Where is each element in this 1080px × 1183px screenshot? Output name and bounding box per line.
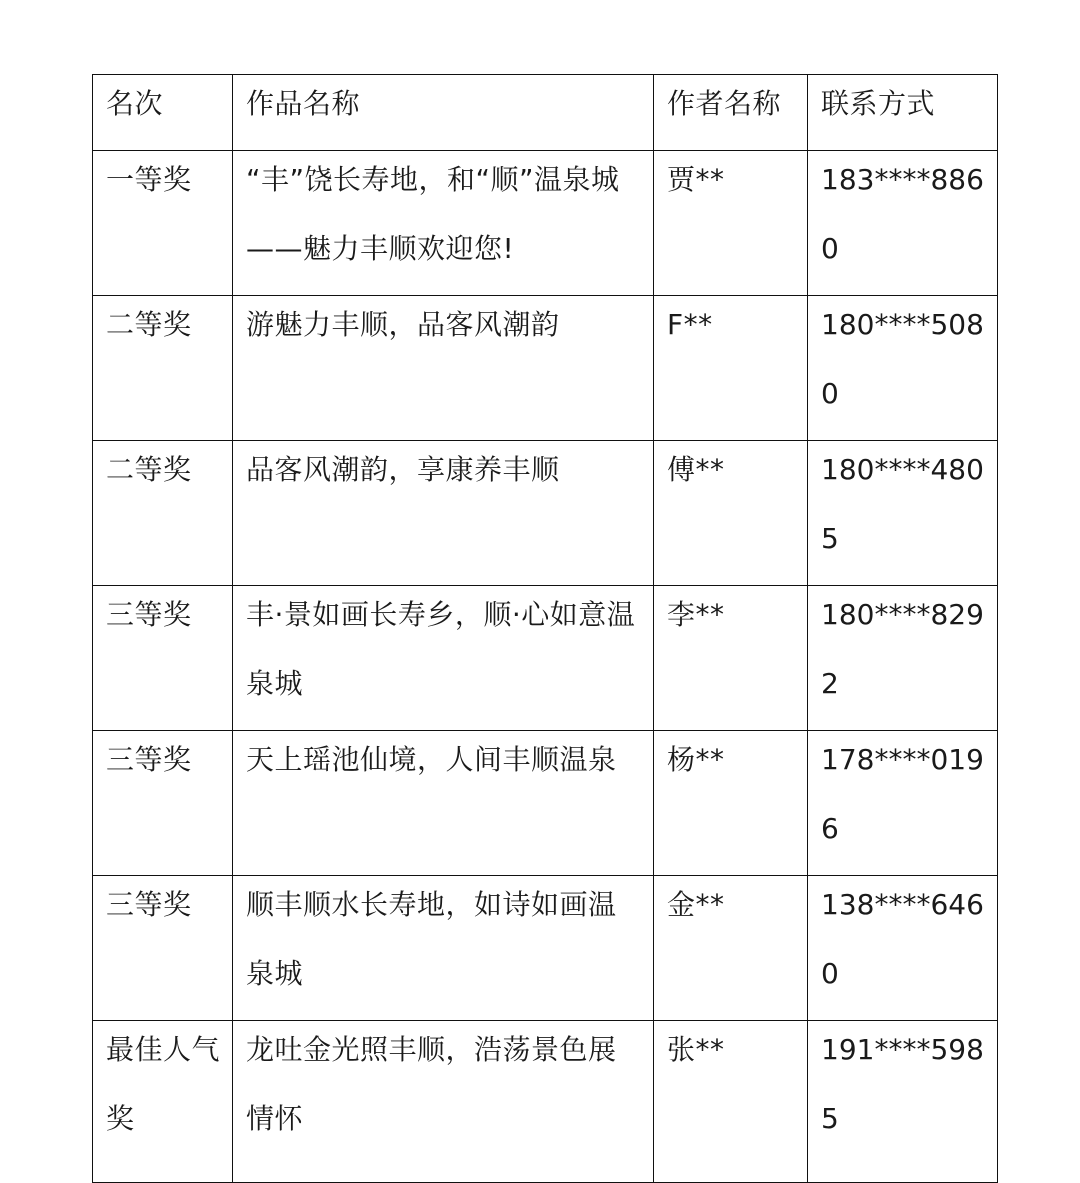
table-row [93,296,998,441]
phone-cell: 180****8292 [808,586,998,731]
table-row [93,1021,998,1183]
phone-cell: 178****0196 [808,731,998,876]
phone-cell: 180****5080 [808,296,998,441]
author-cell: 张** [654,1021,808,1183]
header-author: 作者名称 [654,75,808,151]
rank-cell: 三等奖 [93,876,233,1021]
table-row [93,586,998,731]
rank-cell: 三等奖 [93,586,233,731]
phone-cell: 138****6460 [808,876,998,1021]
title-cell: “丰”饶长寿地，和“顺”温泉城——魅力丰顺欢迎您! [233,151,654,296]
header-rank: 名次 [93,75,233,151]
author-cell: F** [654,296,808,441]
author-cell: 杨** [654,731,808,876]
title-cell: 游魅力丰顺，品客风潮韵 [233,296,654,441]
rank-cell: 一等奖 [93,151,233,296]
header-title: 作品名称 [233,75,654,151]
header-contact: 联系方式 [808,75,998,151]
rank-cell: 二等奖 [93,296,233,441]
table-row [93,731,998,876]
awards-table [92,74,998,1183]
author-cell: 贾** [654,151,808,296]
phone-cell: 180****4805 [808,441,998,586]
table-header-row [93,75,998,151]
table-row [93,151,998,296]
author-cell: 傅** [654,441,808,586]
title-cell: 丰·景如画长寿乡，顺·心如意温泉城 [233,586,654,731]
phone-cell: 191****5985 [808,1021,998,1183]
title-cell: 龙吐金光照丰顺，浩荡景色展情怀 [233,1021,654,1183]
title-cell: 天上瑶池仙境，人间丰顺温泉 [233,731,654,876]
table-row [93,876,998,1021]
author-cell: 金** [654,876,808,1021]
author-cell: 李** [654,586,808,731]
rank-cell: 三等奖 [93,731,233,876]
phone-cell: 183****8860 [808,151,998,296]
rank-cell: 二等奖 [93,441,233,586]
rank-cell: 最佳人气奖 [93,1021,233,1183]
table-row [93,441,998,586]
title-cell: 顺丰顺水长寿地，如诗如画温泉城 [233,876,654,1021]
title-cell: 品客风潮韵，享康养丰顺 [233,441,654,586]
